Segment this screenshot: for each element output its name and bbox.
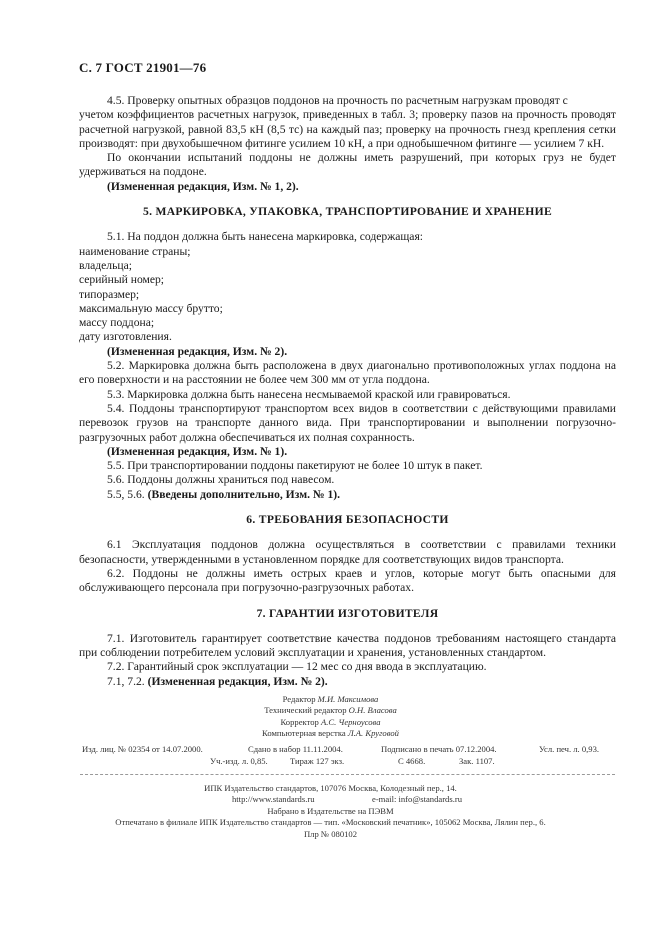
uch-izd: Уч.-изд. л. 0,85. — [210, 756, 268, 766]
imprint-block — [0, 694, 661, 740]
paragraph-5-1: 5.1. На поддон должна быть нанесена маркировка, содержащая: — [107, 230, 424, 244]
order-c: С 4668. — [398, 756, 426, 766]
list-item: наименование страны; — [79, 244, 191, 258]
order-number: Зак. 1107. — [459, 756, 495, 766]
list-item: дату изготовления. — [79, 330, 172, 344]
paragraph-5-2: 5.2. Маркировка должна быть расположена в двух диагонально противоположных углах поддона на его поверхности и на расстоянии не более чем 300 мм от угла поддона. — [79, 359, 616, 387]
license-info: Изд. лиц. № 02354 от 14.07.2000. — [82, 744, 203, 754]
ipk-address: ИПК Издательство стандартов, 107076 Москва, Колодезный пер., 14. — [204, 783, 457, 793]
editor-label: Редактор — [282, 694, 316, 704]
email-address: e-mail: info@standards.ru — [372, 794, 463, 805]
usl-pech: Усл. печ. л. 0,93. — [539, 744, 600, 754]
signed-date: Подписано в печать 07.12.2004. — [381, 744, 497, 754]
document-body — [79, 94, 616, 689]
paragraph-7-1: 7.1. Изготовитель гарантирует соответствие качества поддонов требованиям настоящего стандарта при соблюдении потребителем условий эксплуатации и хранения, установленных стандартом. — [79, 631, 616, 660]
tech-editor-label: Технический редактор — [264, 705, 347, 716]
paragraph-5-5: 5.5. При транспортировании поддоны пакетируют не более 10 штук в пакет. — [107, 459, 483, 473]
set-date: Сдано в набор 11.11.2004. — [248, 744, 343, 754]
list-item: владельца; — [79, 258, 132, 272]
section-7-title: 7. ГАРАНТИИ ИЗГОТОВИТЕЛЯ — [256, 606, 439, 620]
paragraph-5-3: 5.3. Маркировка должна быть нанесена несмываемой краской или гравироваться. — [107, 387, 511, 401]
plr-number: Плр № 080102 — [303, 828, 358, 839]
printed-info: Отпечатано в филиале ИПК Издательство стандартов — тип. «Московский печатник», 105062 Москва, Лялин пер., 6. — [115, 817, 546, 828]
layout-name: Л.А. Круговой — [347, 728, 399, 739]
list-item: массу поддона; — [79, 316, 155, 330]
section-6-title: 6. ТРЕБОВАНИЯ БЕЗОПАСНОСТИ — [246, 513, 449, 527]
clause-ref: 7.1, 7.2. — [107, 674, 145, 688]
amendment-note-5-4: (Измененная редакция, Изм. № 1). — [107, 444, 288, 458]
amendment-note: (Введены дополнительно, Изм. № 1). — [147, 487, 340, 501]
layout-label: Компьютерная верстка — [262, 728, 346, 739]
print-run: Тираж 127 экз. — [290, 756, 345, 766]
paragraph-6-2: 6.2. Поддоны не должны иметь острых краев и углов, которые могут быть опасными для обслуживающего персонала при погрузочно-разгрузочных работах. — [79, 566, 616, 595]
publisher-info — [0, 783, 661, 840]
layout-line — [0, 728, 661, 739]
corrector-line — [0, 717, 661, 728]
corrector-label: Корректор — [280, 716, 319, 727]
tech-editor-line — [0, 705, 661, 716]
typeset-info: Набрано в Издательстве на ПЭВМ — [267, 805, 394, 816]
paragraph-4-5-rest: учетом коэффициентов расчетных нагрузок, приведенных в табл. 3; проверку пазов на прочность проводят расчетной нагрузкой, равной 83,5 кН (8,5 тс) на каждый паз; проверку на прочность гнезд крепления сетки производят: при двухобышечном фитинге усилием 10 кН, а при однобышечном фитинге — усилием 7 кН. — [79, 108, 616, 150]
divider — [80, 774, 615, 775]
paragraph-5-4: 5.4. Поддоны транспортируют транспортом всех видов в соответствии с действующими правилами перевозок грузов на транспорте данного вида. При транспортировании и выполнении погрузочно-разгрузочных работ должна обеспечиваться их полная сохранность. — [79, 401, 616, 444]
list-item: типоразмер; — [79, 287, 140, 301]
paragraph-4-5-line1: 4.5. Проверку опытных образцов поддонов на прочность по расчетным нагрузкам проводят с — [107, 94, 568, 107]
list-item: максимальную массу брутто; — [79, 301, 223, 315]
marking-list — [79, 245, 616, 345]
section-5-title: 5. МАРКИРОВКА, УПАКОВКА, ТРАНСПОРТИРОВАНИЕ И ХРАНЕНИЕ — [143, 205, 552, 219]
paragraph-4-end: По окончании испытаний поддоны не должны иметь разрушений, при которых груз не будет удерживаться на поддоне. — [79, 151, 616, 179]
editor-line — [0, 694, 661, 705]
corrector-name: А.С. Черноусова — [320, 716, 381, 727]
list-item: серийный номер; — [79, 273, 165, 287]
clause-ref: 5.5, 5.6. — [107, 487, 145, 501]
amendment-note: (Измененная редакция, Изм. № 2). — [147, 674, 328, 688]
paragraph-6-1: 6.1 Эксплуатация поддонов должна осуществляться в соответствии с правилами техники безопасности, утвержденными в установленном порядке для соответствующих видов транспорта. — [79, 538, 616, 566]
paragraph-5-6: 5.6. Поддоны должны храниться под навесом. — [107, 473, 335, 487]
paragraph-7-1-7-2 — [107, 675, 616, 689]
contact-line — [0, 794, 661, 805]
editor-name: М.И. Максимова — [317, 694, 379, 704]
amendment-note-4: (Измененная редакция, Изм. № 1, 2). — [107, 179, 299, 193]
paragraph-5-5-5-6 — [107, 488, 616, 502]
page-header: С. 7 ГОСТ 21901—76 — [79, 60, 207, 75]
website-url: http://www.standards.ru — [232, 794, 315, 805]
paragraph-7-2: 7.2. Гарантийный срок эксплуатации — 12 мес со дня ввода в эксплуатацию. — [107, 660, 487, 674]
amendment-note-5-1: (Измененная редакция, Изм. № 2). — [107, 344, 288, 358]
tech-editor-name: О.Н. Власова — [348, 705, 397, 716]
